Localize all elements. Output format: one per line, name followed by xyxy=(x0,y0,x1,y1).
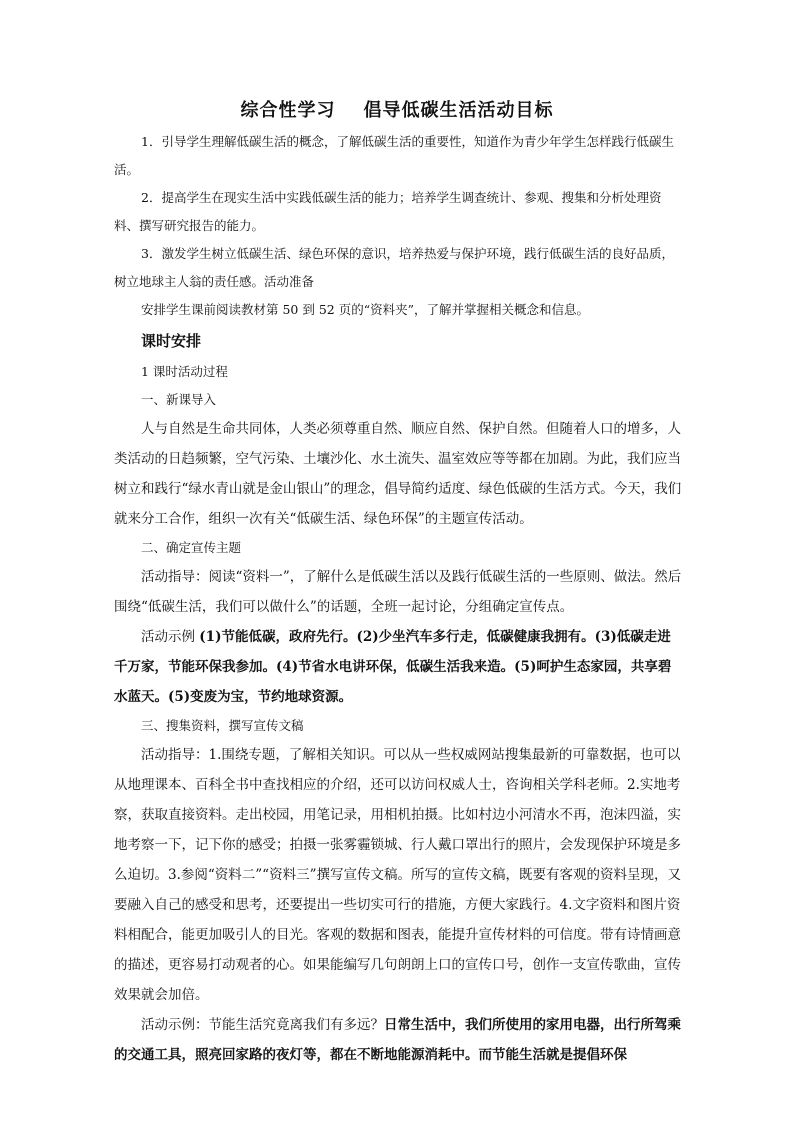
section3-example xyxy=(114,1010,682,1070)
schedule-heading: 课时安排 xyxy=(141,332,202,350)
section3-heading: 三、搜集资料，撰写宣传文稿 xyxy=(141,718,304,733)
goal-3: 3．激发学生树立低碳生活、绿色环保的意识，培养热爱与保护环境，践行低碳生活的良好品质，树立地球主人翁的责任感。活动准备 xyxy=(114,246,674,289)
goal-2: 2．提高学生在现实生活中实践低碳生活的能力；培养学生调查统计、参观、搜集和分析处理资料、撰写研究报告的能力。 xyxy=(114,190,662,233)
section2-example-label: 活动示例 xyxy=(141,629,200,645)
document-body xyxy=(114,128,682,1070)
section1-text: 人与自然是生命共同体，人类必须尊重自然、顺应自然、保护自然。但随着人口的增多，人类活动的日趋频繁，空气污染、土壤沙化、水土流失、温室效应等等都在加剧。为此，我们应当树立和践行“绿水青山就是金山银山”的理念，倡导简约适度、绿色低碳的生活方式。今天，我们就来分工合作，组织一次有关“低碳生活、绿色环保”的主题宣传活动。 xyxy=(114,421,682,527)
section1-heading: 一、新课导入 xyxy=(141,392,217,407)
page-title xyxy=(0,96,794,122)
section2-example-text: (1)节能低碳，政府先行。(2)少坐汽车多行走，低碳健康我拥有。(3)低碳走进千万家，节能环保我参加。(4)节省水电讲环保，低碳生活我来造。(5)呵护生态家园，共享碧水蓝天。(5)变废为宝，节约地球资源。 xyxy=(114,629,672,705)
section2-guide: 活动指导：阅读“资料一”，了解什么是低碳生活以及践行低碳生活的一些原则、做法。然后围绕“低碳生活，我们可以做什么”的话题，全班一起讨论，分组确定宣传点。 xyxy=(114,569,682,615)
schedule-text: 1 课时活动过程 xyxy=(141,364,228,379)
goal-1: 1．引导学生理解低碳生活的概念，了解低碳生活的重要性，知道作为青少年学生怎样践行低碳生活。 xyxy=(114,134,674,177)
section3-guide: 活动指导：1.围绕专题，了解相关知识。可以从一些权威网站搜集最新的可靠数据，也可以从地理课本、百科全书中查找相应的介绍，还可以访问权威人士，咨询相关学科老师。2.实地考察，获取直接资料。走出校园，用笔记录，用相机拍摄。比如村边小河清水不再，泡沫四溢，实地考察一下，记下你的感受；拍摄一张雾霾锁城、行人戴口罩出行的照片，会发现保护环境是多么迫切。3.参阅“资料二”“资料三”撰写宣传文稿。所写的宣传文稿，既要有客观的资料呈现，又要融入自己的感受和思考，还要提出一些切实可行的措施，方便大家践行。4.文字资料和图片资料相配合，能更加吸引人的目光。客观的数据和图表，能提升宣传材料的可信度。带有诗情画意的描述，更容易打动观者的心。如果能编写几句朗朗上口的宣传口号，创作一支宣传歌曲，宣传效果就会加倍。 xyxy=(114,747,681,1003)
section2-heading: 二、确定宣传主题 xyxy=(141,540,242,555)
preparation-paragraph: 安排学生课前阅读教材第 50 到 52 页的“资料夹”，了解并掌握相关概念和信息。 xyxy=(141,302,589,317)
section2-example xyxy=(114,622,682,712)
title-part1: 综合性学习 xyxy=(240,100,336,121)
section3-example-label: 活动示例：节能生活究竟离我们有多远？ xyxy=(141,1017,384,1033)
title-part2: 倡导低碳生活活动目标 xyxy=(363,100,554,121)
section3-example-text: 日常生活中，我们所使用的家用电器，出行所驾乘的交通工具，照亮回家路的夜灯等，都在不断地能源消耗中。而节能生活就是提倡环保 xyxy=(114,1017,681,1063)
